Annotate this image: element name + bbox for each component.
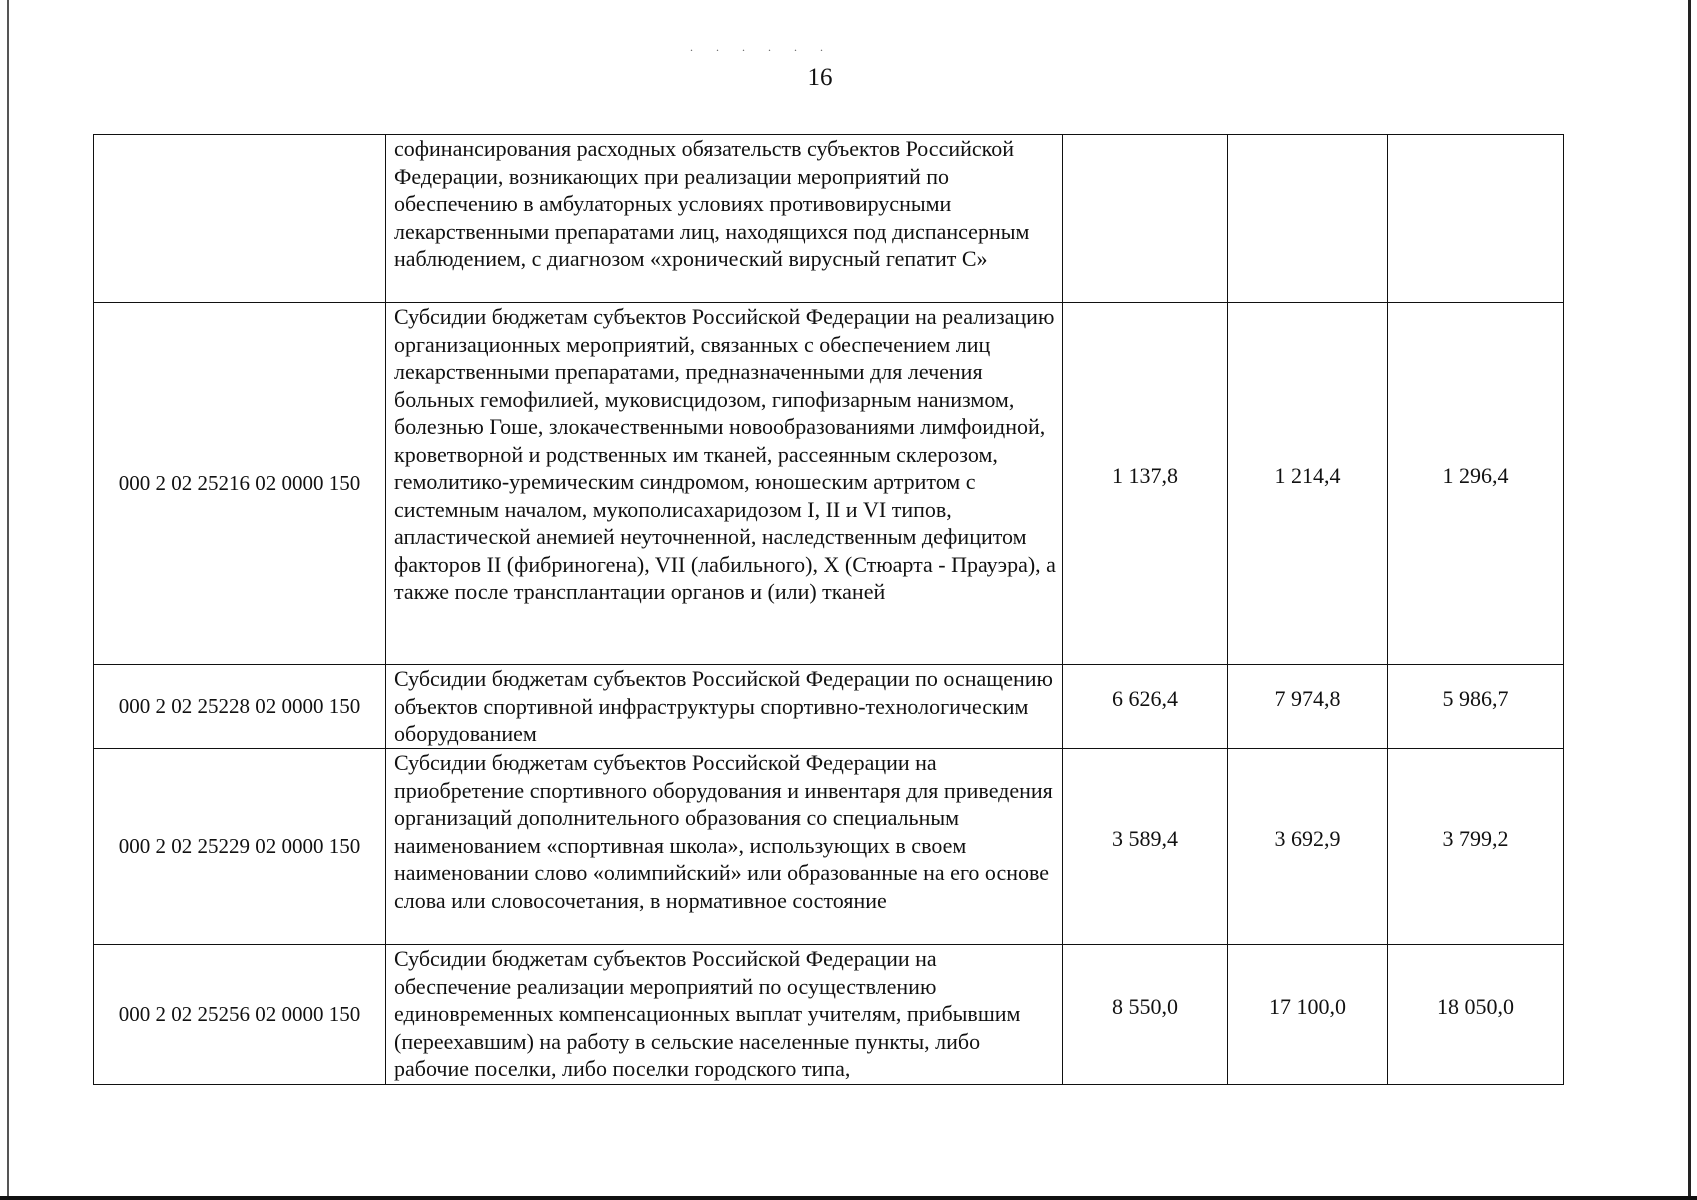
scan-noise: . . . . . . [690,40,833,54]
row-description: Субсидии бюджетам субъектов Российской Федерации на обеспечение реализации мероприятий по осуществлению единовременных компенсационных выплат учителям, прибывшим (переехавшим) на работу в сельские населенные пункты, либо рабочие поселки, либо поселки городского типа, [386,945,1063,1085]
row-value-2: 1 214,4 [1228,303,1388,665]
row-value-3: 18 050,0 [1388,945,1564,1085]
budget-table [93,134,1564,1085]
row-description: Субсидии бюджетам субъектов Российской Федерации по оснащению объектов спортивной инфраструктуры спортивно-технологическим оборудованием [386,665,1063,749]
row-value-1 [1063,135,1228,303]
table-row [94,749,1564,945]
table-row [94,945,1564,1085]
row-code [94,135,386,303]
row-code: 000 2 02 25229 02 0000 150 [94,749,386,945]
scan-bottom-edge [0,1196,1697,1200]
row-value-1: 8 550,0 [1063,945,1228,1085]
row-value-3: 1 296,4 [1388,303,1564,665]
row-value-2 [1228,135,1388,303]
row-code: 000 2 02 25256 02 0000 150 [94,945,386,1085]
scan-left-edge [7,0,9,1200]
row-value-1: 6 626,4 [1063,665,1228,749]
row-description: Субсидии бюджетам субъектов Российской Федерации на реализацию организационных мероприятий, связанных с обеспечением лиц лекарственными препаратами, предназначенными для лечения больных гемофилией, муковисцидозом, гипофизарным нанизмом, болезнью Гоше, злокачественными новообразованиями лимфоидной, кроветворной и родственных им тканей, рассеянным склерозом, гемолитико-уремическим синдромом, юношеским артритом с системным началом, мукополисахаридозом I, II и VI типов, апластической анемией неуточненной, наследственным дефицитом факторов II (фибриногена), VII (лабильного), X (Стюарта - Прауэра), а также после трансплантации органов и (или) тканей [386,303,1063,665]
row-code: 000 2 02 25216 02 0000 150 [94,303,386,665]
row-description: Субсидии бюджетам субъектов Российской Федерации на приобретение спортивного оборудования и инвентаря для приведения организаций дополнительного образования со специальным наименованием «спортивная школа», использующих в своем наименовании слово «олимпийский» или образованные на его основе слова или словосочетания, в нормативное состояние [386,749,1063,945]
row-value-3: 3 799,2 [1388,749,1564,945]
row-value-2: 17 100,0 [1228,945,1388,1085]
table-row [94,665,1564,749]
page-number: 16 [807,64,833,91]
row-value-2: 7 974,8 [1228,665,1388,749]
row-value-3: 5 986,7 [1388,665,1564,749]
row-value-2: 3 692,9 [1228,749,1388,945]
table-row [94,303,1564,665]
row-code: 000 2 02 25228 02 0000 150 [94,665,386,749]
scan-right-edge [1688,0,1691,1200]
table-row [94,135,1564,303]
row-value-1: 3 589,4 [1063,749,1228,945]
row-value-1: 1 137,8 [1063,303,1228,665]
row-description: софинансирования расходных обязательств субъектов Российской Федерации, возникающих при реализации мероприятий по обеспечению в амбулаторных условиях противовирусными лекарственными препаратами лиц, находящихся под диспансерным наблюдением, с диагнозом «хронический вирусный гепатит С» [386,135,1063,303]
row-value-3 [1388,135,1564,303]
